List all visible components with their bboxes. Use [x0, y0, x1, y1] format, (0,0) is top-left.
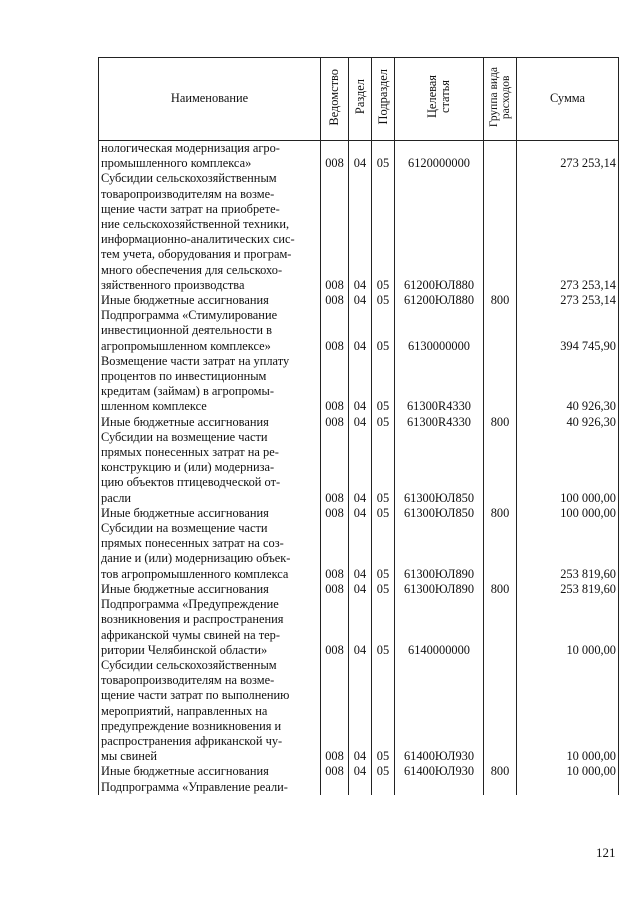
row-celevaya-statya: 61300R4330: [395, 354, 484, 415]
row-name-line: инвестиционной деятельности в: [101, 323, 272, 338]
row-razdel: 04: [349, 308, 372, 354]
row-name: [99, 141, 321, 172]
row-podrazdel: 05: [372, 430, 395, 506]
table-row: [99, 415, 619, 430]
row-name-line: ние сельскохозяйственной техники,: [101, 217, 290, 232]
row-summa: 40 926,30: [517, 415, 619, 430]
row-razdel: 04: [349, 171, 372, 293]
row-name: [99, 506, 321, 521]
row-summa: 100 000,00: [517, 506, 619, 521]
row-podrazdel: 05: [372, 354, 395, 415]
row-name-line: Иные бюджетные ассигнования: [101, 293, 269, 308]
row-name-line: мы свиней: [101, 749, 158, 764]
row-name-line: мероприятий, направленных на: [101, 703, 268, 718]
row-summa: 273 253,14: [517, 171, 619, 293]
row-name-line: Иные бюджетные ассигнования: [101, 581, 269, 596]
row-summa: 100 000,00: [517, 430, 619, 506]
header-name: Наименование: [99, 58, 321, 141]
row-name-line: шленном комплексе: [101, 399, 207, 414]
row-name-line: дание и (или) модернизацию объек-: [101, 551, 291, 566]
row-name-line: зяйственного производства: [101, 277, 245, 292]
row-gruppa-vida-rashodov: [484, 171, 517, 293]
row-name-line: прямых понесенных затрат на ре-: [101, 445, 279, 460]
table-body: [99, 141, 619, 795]
row-celevaya-statya: 61300ЮЛ850: [395, 506, 484, 521]
row-summa: 253 819,60: [517, 582, 619, 597]
row-name: [99, 780, 321, 795]
row-celevaya-statya: 61300ЮЛ850: [395, 430, 484, 506]
row-name-line: Субсидии сельскохозяйственным: [101, 171, 277, 186]
row-name-line: Подпрограмма «Управление реали-: [101, 779, 288, 794]
row-summa: 273 253,14: [517, 293, 619, 308]
row-razdel: 04: [349, 354, 372, 415]
row-summa: 40 926,30: [517, 354, 619, 415]
row-summa: 253 819,60: [517, 521, 619, 582]
table-row: [99, 597, 619, 658]
row-name-line: распространения африканской чу-: [101, 733, 283, 748]
row-razdel: 04: [349, 658, 372, 764]
row-razdel: 04: [349, 415, 372, 430]
table-row: [99, 141, 619, 172]
header-summa: Сумма: [517, 58, 619, 141]
row-vedomstvo: 008: [321, 521, 349, 582]
row-name-line: конструкцию и (или) модерниза-: [101, 460, 275, 475]
row-name: [99, 582, 321, 597]
table-row: [99, 521, 619, 582]
row-vedomstvo: [321, 780, 349, 795]
row-gruppa-vida-rashodov: [484, 780, 517, 795]
row-gruppa-vida-rashodov: 800: [484, 415, 517, 430]
row-name: [99, 293, 321, 308]
row-gruppa-vida-rashodov: [484, 597, 517, 658]
row-name-line: щение части затрат на приобрете-: [101, 201, 280, 216]
row-name-line: прямых понесенных затрат на соз-: [101, 536, 284, 551]
row-name: [99, 597, 321, 658]
budget-table: [98, 57, 619, 795]
row-name-line: кредитам (займам) в агропромы-: [101, 384, 274, 399]
row-name-line: африканской чумы свиней на тер-: [101, 627, 280, 642]
row-name: [99, 415, 321, 430]
header-gruppa-vida-rashodov: Группа вида расходов: [484, 58, 517, 141]
table-row: [99, 764, 619, 779]
row-razdel: 04: [349, 506, 372, 521]
row-gruppa-vida-rashodov: [484, 430, 517, 506]
row-celevaya-statya: 61400ЮЛ930: [395, 764, 484, 779]
row-name: [99, 308, 321, 354]
row-celevaya-statya: 6140000000: [395, 597, 484, 658]
table-row: [99, 582, 619, 597]
row-gruppa-vida-rashodov: [484, 658, 517, 764]
row-name-line: расли: [101, 490, 132, 505]
row-podrazdel: 05: [372, 171, 395, 293]
row-name: [99, 430, 321, 506]
row-vedomstvo: 008: [321, 171, 349, 293]
row-name-line: цию объектов птицеводческой от-: [101, 475, 281, 490]
row-razdel: 04: [349, 521, 372, 582]
row-podrazdel: 05: [372, 415, 395, 430]
row-celevaya-statya: 61300ЮЛ890: [395, 521, 484, 582]
row-name-line: предупреждение возникновения и: [101, 718, 282, 733]
row-vedomstvo: 008: [321, 764, 349, 779]
row-vedomstvo: 008: [321, 293, 349, 308]
row-vedomstvo: 008: [321, 141, 349, 172]
row-podrazdel: 05: [372, 308, 395, 354]
row-summa: 10 000,00: [517, 658, 619, 764]
row-summa: 10 000,00: [517, 764, 619, 779]
row-name-line: Иные бюджетные ассигнования: [101, 764, 269, 779]
row-razdel: [349, 780, 372, 795]
row-podrazdel: [372, 780, 395, 795]
row-vedomstvo: 008: [321, 597, 349, 658]
row-celevaya-statya: [395, 780, 484, 795]
row-gruppa-vida-rashodov: [484, 354, 517, 415]
row-name-line: возникновения и распространения: [101, 612, 284, 627]
row-name-line: Возмещение части затрат на уплату: [101, 353, 290, 368]
row-vedomstvo: 008: [321, 430, 349, 506]
table-row: [99, 354, 619, 415]
row-name-line: Подпрограмма «Предупреждение: [101, 597, 279, 612]
row-celevaya-statya: 61200ЮЛ880: [395, 171, 484, 293]
row-vedomstvo: 008: [321, 308, 349, 354]
row-gruppa-vida-rashodov: [484, 308, 517, 354]
row-podrazdel: 05: [372, 141, 395, 172]
row-name: [99, 521, 321, 582]
row-summa: [517, 780, 619, 795]
row-vedomstvo: 008: [321, 582, 349, 597]
row-name-line: нологическая модернизация агро-: [101, 141, 280, 155]
row-vedomstvo: 008: [321, 354, 349, 415]
row-celevaya-statya: 61200ЮЛ880: [395, 293, 484, 308]
table-header-row: [99, 58, 619, 141]
row-gruppa-vida-rashodov: 800: [484, 293, 517, 308]
row-podrazdel: 05: [372, 597, 395, 658]
row-name-line: Субсидии на возмещение части: [101, 521, 268, 536]
row-gruppa-vida-rashodov: [484, 521, 517, 582]
row-name: [99, 764, 321, 779]
row-name-line: щение части затрат по выполнению: [101, 688, 290, 703]
row-name-line: процентов по инвестиционным: [101, 369, 267, 384]
table-row: [99, 293, 619, 308]
row-vedomstvo: 008: [321, 658, 349, 764]
table-row: [99, 308, 619, 354]
row-name-line: много обеспечения для сельскохо-: [101, 262, 283, 277]
header-vedomstvo: Ведомство: [321, 58, 349, 141]
row-vedomstvo: 008: [321, 506, 349, 521]
header-razdel: Раздел: [349, 58, 372, 141]
page-number: 121: [596, 845, 616, 860]
row-name-line: промышленного комплекса»: [101, 156, 252, 171]
row-razdel: 04: [349, 582, 372, 597]
row-name-line: товаропроизводителям на возме-: [101, 186, 275, 201]
row-razdel: 04: [349, 430, 372, 506]
row-name-line: Субсидии сельскохозяйственным: [101, 657, 277, 672]
row-name: [99, 658, 321, 764]
row-name-line: тов агропромышленного комплекса: [101, 566, 289, 581]
row-name-line: Иные бюджетные ассигнования: [101, 414, 269, 429]
row-name-line: информационно-аналитических сис-: [101, 232, 295, 247]
row-podrazdel: 05: [372, 658, 395, 764]
row-celevaya-statya: 61300R4330: [395, 415, 484, 430]
row-name-line: товаропроизводителям на возме-: [101, 673, 275, 688]
row-gruppa-vida-rashodov: 800: [484, 582, 517, 597]
row-razdel: 04: [349, 141, 372, 172]
row-summa: 394 745,90: [517, 308, 619, 354]
row-podrazdel: 05: [372, 521, 395, 582]
row-name: [99, 171, 321, 293]
row-celevaya-statya: 6130000000: [395, 308, 484, 354]
row-name-line: Субсидии на возмещение части: [101, 429, 268, 444]
row-podrazdel: 05: [372, 506, 395, 521]
header-podrazdel: Подраздел: [372, 58, 395, 141]
table-row: [99, 506, 619, 521]
header-celevaya-statya: Целевая статья: [395, 58, 484, 141]
row-razdel: 04: [349, 597, 372, 658]
row-summa: 10 000,00: [517, 597, 619, 658]
row-name-line: ритории Челябинской области»: [101, 642, 268, 657]
row-celevaya-statya: 6120000000: [395, 141, 484, 172]
row-razdel: 04: [349, 293, 372, 308]
row-podrazdel: 05: [372, 582, 395, 597]
row-gruppa-vida-rashodov: 800: [484, 506, 517, 521]
row-podrazdel: 05: [372, 293, 395, 308]
table-row: [99, 171, 619, 293]
row-name-line: Подпрограмма «Стимулирование: [101, 308, 278, 323]
row-celevaya-statya: 61400ЮЛ930: [395, 658, 484, 764]
row-celevaya-statya: 61300ЮЛ890: [395, 582, 484, 597]
row-razdel: 04: [349, 764, 372, 779]
row-summa: 273 253,14: [517, 141, 619, 172]
row-vedomstvo: 008: [321, 415, 349, 430]
row-gruppa-vida-rashodov: [484, 141, 517, 172]
row-name-line: тем учета, оборудования и програм-: [101, 247, 292, 262]
row-podrazdel: 05: [372, 764, 395, 779]
table-row: [99, 780, 619, 795]
row-name: [99, 354, 321, 415]
row-name-line: Иные бюджетные ассигнования: [101, 505, 269, 520]
row-gruppa-vida-rashodov: 800: [484, 764, 517, 779]
table-row: [99, 430, 619, 506]
table-row: [99, 658, 619, 764]
row-name-line: агропромышленном комплексе»: [101, 338, 271, 353]
